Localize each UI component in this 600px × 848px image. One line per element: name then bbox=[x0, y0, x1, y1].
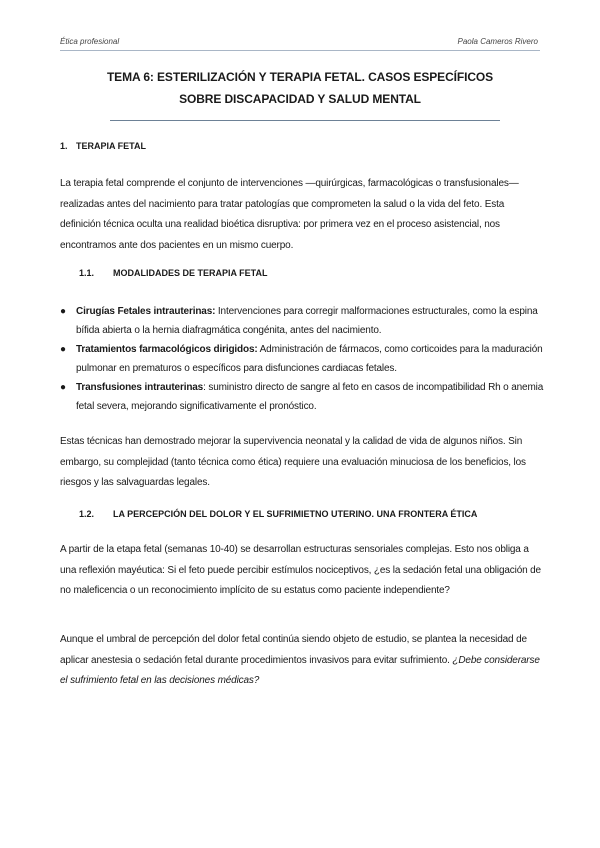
section-1-2-number: 1.2. bbox=[79, 509, 95, 519]
bullet-icon: ● bbox=[60, 306, 66, 317]
list-item-term: Tratamientos farmacológicos dirigidos: bbox=[76, 344, 258, 355]
section-1-paragraph: La terapia fetal comprende el conjunto de intervenciones —quirúrgicas, farmacológicas o transfusionales— realizadas antes del nacimiento para tratar patologías que comprometen la salud o la vida del feto. Esta definición técnica oculta una realidad bioética disruptiva: por primera vez en el proceso asistencial, nos encontramos ante dos pacientes en un mismo cuerpo. bbox=[60, 178, 519, 251]
title-line-1: TEMA 6: ESTERILIZACIÓN Y TERAPIA FETAL. CASOS ESPECÍFICOS bbox=[106, 70, 494, 84]
header-author: Paola Cameros Rivero bbox=[457, 37, 538, 46]
section-1-1-paragraph: Estas técnicas han demostrado mejorar la supervivencia neonatal y la calidad de vida de algunos niños. Sin embargo, su complejidad (tanto técnica como ética) requiere una evaluación minuciosa de los beneficios, los riesgos y las salvaguardas legales. bbox=[60, 436, 526, 488]
section-1-number: 1. bbox=[60, 141, 68, 151]
header-divider bbox=[60, 50, 540, 51]
section-1-2-heading bbox=[79, 509, 477, 519]
title-line-2: SOBRE DISCAPACIDAD Y SALUD MENTAL bbox=[179, 92, 421, 106]
list-item-text: Administración de fármacos, como corticoides para la maduración pulmonar en prematuros o específicos para disfunciones cardiacas fetales. bbox=[76, 344, 543, 374]
section-1-heading bbox=[60, 141, 146, 151]
section-1-1-number: 1.1. bbox=[79, 268, 95, 278]
list-item-term: Transfusiones intrauterinas bbox=[76, 382, 204, 393]
title-divider bbox=[110, 120, 500, 121]
section-1-2-paragraph-2 bbox=[60, 630, 545, 692]
page-title bbox=[60, 66, 540, 110]
section-1-2-paragraph-1: A partir de la etapa fetal (semanas 10-40) se desarrollan estructuras sensoriales complejas. Esto nos obliga a una reflexión mayéutica: Si el feto puede percibir estímulos nociceptivos, ¿es la sedación fetal una obligación de no maleficencia o un reconocimiento implícito de su estatus como paciente independiente? bbox=[60, 544, 541, 596]
section-1-2-title: LA PERCEPCIÓN DEL DOLOR Y EL SUFRIMIETNO UTERINO. UNA FRONTERA ÉTICA bbox=[113, 509, 478, 519]
list-item bbox=[60, 378, 545, 416]
section-1-1-title: MODALIDADES DE TERAPIA FETAL bbox=[113, 268, 268, 278]
modalities-list bbox=[60, 302, 545, 416]
bullet-icon: ● bbox=[60, 344, 66, 355]
paragraph-text: Aunque el umbral de percepción del dolor fetal continúa siendo objeto de estudio, se plantea la necesidad de aplicar anestesia o sedación fetal durante procedimientos invasivos para evitar sufrimiento. bbox=[60, 634, 527, 666]
list-item-term: Cirugías Fetales intrauterinas: bbox=[76, 306, 216, 317]
list-item bbox=[60, 302, 545, 340]
bullet-icon: ● bbox=[60, 382, 66, 393]
section-1-title: TERAPIA FETAL bbox=[76, 141, 146, 151]
list-item-text: : suministro directo de sangre al feto en casos de incompatibilidad Rh o anemia fetal severa, mejorando significativamente el pronóstico. bbox=[76, 382, 544, 412]
list-item-text: Intervenciones para corregir malformaciones estructurales, como la espina bífida abierta o la hernia diafragmática congénita, antes del nacimiento. bbox=[76, 306, 538, 336]
header-subject: Ética profesional bbox=[60, 37, 120, 46]
list-item bbox=[60, 340, 545, 378]
paragraph-question: ¿Debe considerarse el sufrimiento fetal en las decisiones médicas? bbox=[60, 654, 540, 686]
section-1-1-heading bbox=[79, 268, 268, 278]
